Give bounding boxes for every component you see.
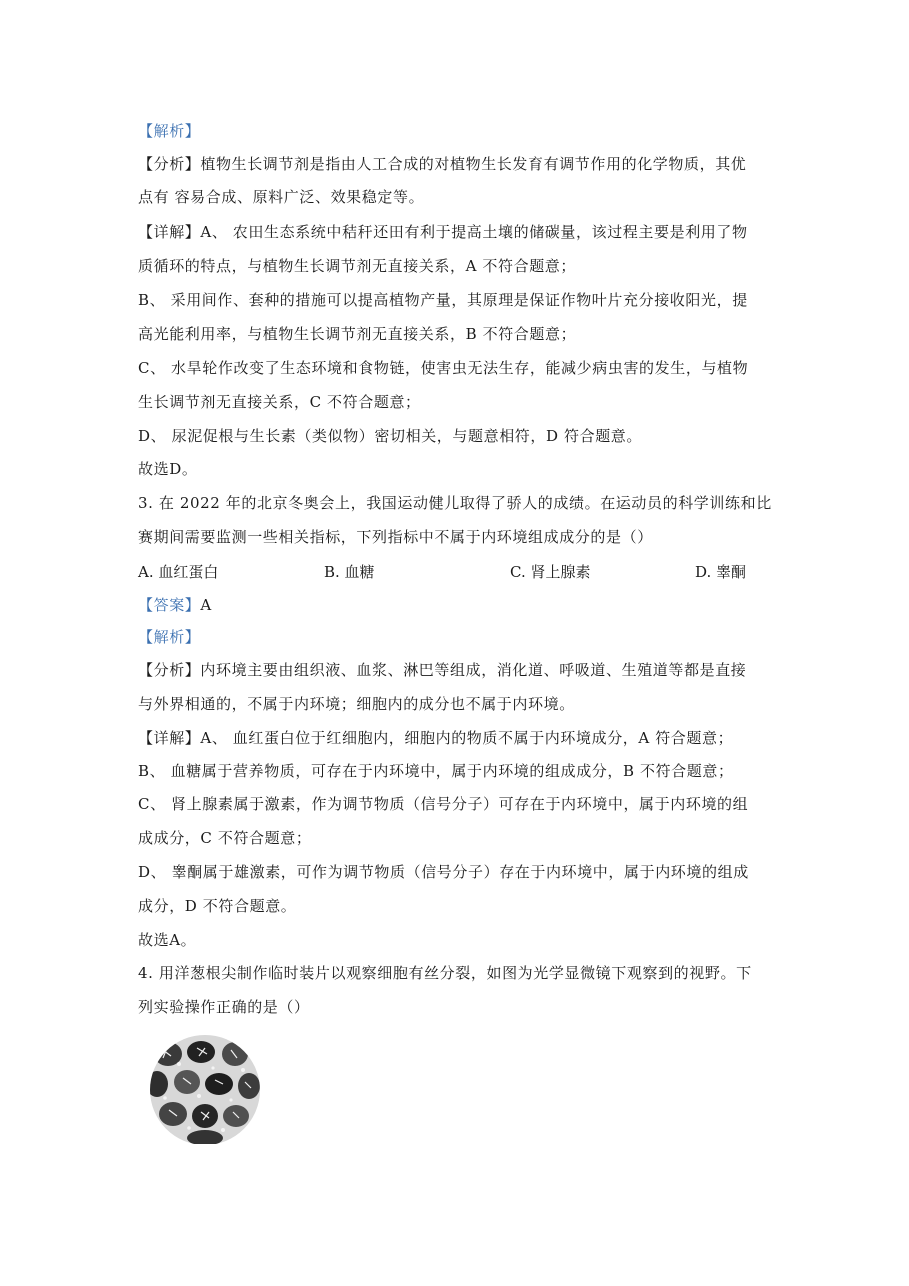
text-line: D、 睾酮属于雄激素，可作为调节物质（信号分子）存在于内环境中，属于内环境的组成 [138,863,749,881]
option-c: C. 肾上腺素 [510,563,591,581]
text-line: C、 水旱轮作改变了生态环境和食物链，使害虫无法生存，能减少病虫害的发生，与植物 [138,359,749,377]
option-b: B. 血糖 [324,563,375,581]
text-line: 生长调节剂无直接关系，C 不符合题意； [138,393,421,411]
question-4-cont: 列实验操作正确的是（） [138,998,310,1016]
text-line: 高光能利用率，与植物生长调节剂无直接关系，B 不符合题意； [138,325,577,343]
text-line: 故选A。 [138,931,197,949]
question-3: 3. 在 2022 年的北京冬奥会上，我国运动健儿取得了骄人的成绩。在运动员的科学训练和比 [138,494,772,512]
text-line: 【详解】A、 农田生态系统中秸秆还田有利于提高土壤的储碳量，该过程主要是利用了物 [138,223,748,241]
text-line: 与外界相通的，不属于内环境；细胞内的成分也不属于内环境。 [138,695,575,713]
microscope-field-image [143,1030,267,1144]
section-tag: 【解析】 [138,122,201,140]
section-tag: 【答案】 [138,596,201,614]
section-tag: 【解析】 [138,628,201,646]
text-line: 【分析】植物生长调节剂是指由人工合成的对植物生长发育有调节作用的化学物质，其优 [138,155,747,173]
text-line: C、 肾上腺素属于激素，作为调节物质（信号分子）可存在于内环境中，属于内环境的组 [138,795,749,813]
section-tag: 【分析】 [138,155,201,173]
analysis-heading [138,626,778,648]
question-4: 4. 用洋葱根尖制作临时装片以观察细胞有丝分裂，如图为光学显微镜下观察到的视野。下 [138,964,752,982]
text-line: B、 采用间作、套种的措施可以提高植物产量，其原理是保证作物叶片充分接收阳光，提 [138,291,748,309]
text-line: 【详解】A、 血红蛋白位于红细胞内，细胞内的物质不属于内环境成分，A 符合题意； [138,729,734,747]
question-3-cont: 赛期间需要监测一些相关指标，下列指标中不属于内环境组成成分的是（） [138,528,653,546]
text-line: B、 血糖属于营养物质，可存在于内环境中，属于内环境的组成成分，B 不符合题意； [138,762,734,780]
answer-line: 【答案】A [138,596,212,614]
text-line: 成成分，C 不符合题意； [138,829,312,847]
option-d: D. 睾酮 [695,563,747,581]
option-a: A. 血红蛋白 [138,563,219,581]
text-line: D、 尿泥促根与生长素（类似物）密切相关，与题意相符，D 符合题意。 [138,427,642,445]
analysis-heading [138,120,778,142]
text-line: 成分，D 不符合题意。 [138,897,297,915]
text-line: 故选D。 [138,460,198,478]
text-line: 质循环的特点，与植物生长调节剂无直接关系，A 不符合题意； [138,257,577,275]
text-line: 【分析】内环境主要由组织液、血浆、淋巴等组成，消化道、呼吸道、生殖道等都是直接 [138,661,747,679]
text-line: 点有 容易合成、原料广泛、效果稳定等。 [138,188,425,206]
